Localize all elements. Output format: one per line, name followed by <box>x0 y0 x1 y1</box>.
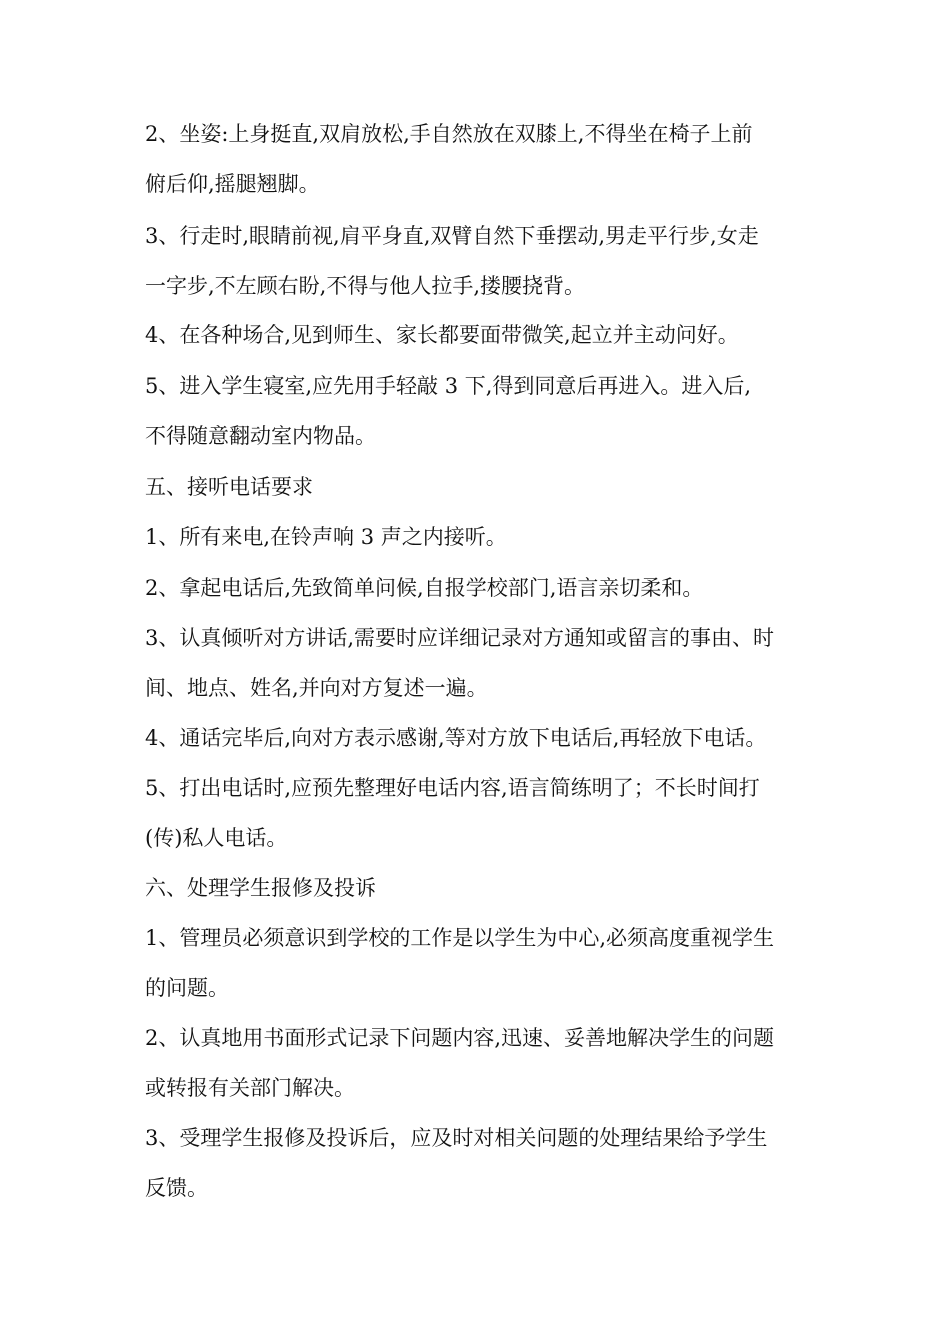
text-line: (传)私人电话。 <box>145 826 288 850</box>
text-line: 4、通话完毕后,向对方表示感谢,等对方放下电话后,再轻放下电话。 <box>145 726 767 750</box>
text-line: 3、受理学生报修及投诉后，应及时对相关问题的处理结果给予学生 <box>145 1126 768 1150</box>
text-line: 2、认真地用书面形式记录下问题内容,迅速、妥善地解决学生的问题 <box>145 1026 775 1050</box>
text-line: 反馈。 <box>145 1176 208 1200</box>
section-heading: 五、接听电话要求 <box>145 475 313 499</box>
text-line: 2、拿起电话后,先致简单问候,自报学校部门,语言亲切柔和。 <box>145 576 704 600</box>
text-line: 5、打出电话时,应预先整理好电话内容,语言简练明了；不长时间打 <box>145 776 760 800</box>
text-line: 3、认真倾听对方讲话,需要时应详细记录对方通知或留言的事由、时 <box>145 626 775 650</box>
text-line: 不得随意翻动室内物品。 <box>145 424 376 448</box>
text-line: 1、管理员必须意识到学校的工作是以学生为中心,必须高度重视学生 <box>145 926 775 950</box>
text-line: 5、进入学生寝室,应先用手轻敲 3 下,得到同意后再进入。进入后, <box>145 374 752 398</box>
text-line: 的问题。 <box>145 976 229 1000</box>
text-line: 俯后仰,摇腿翘脚。 <box>145 172 320 196</box>
section-heading: 六、处理学生报修及投诉 <box>145 876 376 900</box>
text-line: 4、在各种场合,见到师生、家长都要面带微笑,起立并主动问好。 <box>145 323 739 347</box>
text-line: 或转报有关部门解决。 <box>145 1076 355 1100</box>
text-line: 间、地点、姓名,并向对方复述一遍。 <box>145 676 488 700</box>
text-line: 2、坐姿:上身挺直,双肩放松,手自然放在双膝上,不得坐在椅子上前 <box>145 122 753 146</box>
text-line: 3、行走时,眼睛前视,肩平身直,双臂自然下垂摆动,男走平行步,女走 <box>145 224 759 248</box>
text-line: 1、所有来电,在铃声响 3 声之内接听。 <box>145 525 507 549</box>
text-line: 一字步,不左顾右盼,不得与他人拉手,搂腰挠背。 <box>145 274 586 298</box>
